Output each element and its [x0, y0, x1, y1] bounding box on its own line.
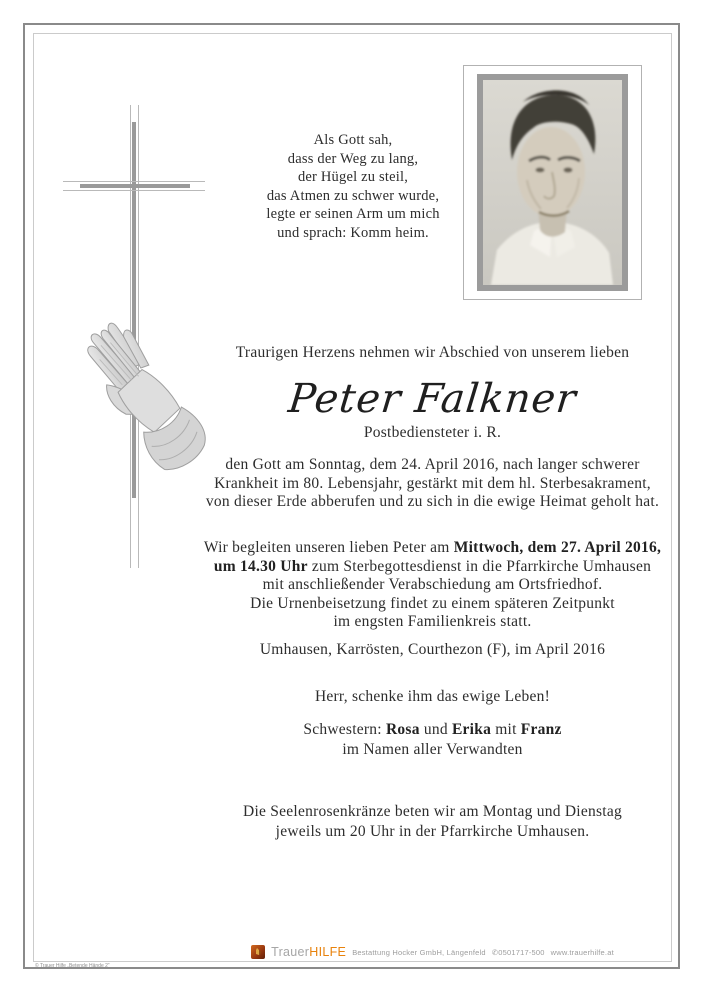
funeral-line: im engsten Familienkreis statt. [333, 613, 532, 630]
funeral-text: zum Sterbegottesdienst in die Pfarrkirche Umhausen [307, 557, 652, 575]
mourners-block [160, 720, 705, 760]
funeral-time: um 14.30 Uhr [213, 557, 308, 575]
death-line: Krankheit im 80. Lebensjahr, gestärkt mit dem hl. Sterbesakrament, [214, 474, 651, 492]
portrait-photo [477, 74, 628, 291]
intro-line: Traurigen Herzens nehmen wir Abschied von unserem lieben [235, 344, 630, 361]
funeral-line [160, 539, 705, 558]
phone-icon: ✆ [491, 947, 499, 957]
poem-line: Als Gott sah, [313, 132, 393, 148]
funeral-date: Mittwoch, dem 27. April 2016, [453, 539, 662, 556]
trauerhilfe-logo-icon [251, 945, 265, 959]
phone-text: 0501717-500 [498, 947, 545, 957]
mourners-line: im Namen aller Verwandten [342, 741, 523, 758]
rosary-line: jeweils um 20 Uhr in der Pfarrkirche Umhausen. [275, 822, 590, 840]
poem-line: der Hügel zu steil, [297, 169, 409, 186]
poem-line: legte er seinen Arm um mich [266, 206, 440, 223]
company-name: Bestattung Hocker GmbH, Längenfeld [352, 947, 486, 957]
website-url: www.trauerhilfe.at [550, 947, 614, 957]
phone-number [492, 948, 545, 957]
funeral-text: Wir begleiten unseren lieben Peter am [203, 539, 454, 556]
rosary-block [160, 802, 705, 841]
portrait-photo-frame [463, 65, 642, 300]
poem [227, 131, 479, 243]
cross-horizontal-line-top [63, 181, 205, 182]
death-line: von dieser Erde abberufen und zu sich in die ewige Heimat geholt hat. [205, 493, 660, 510]
places-date-line: Umhausen, Karrösten, Courthezon (F), im April 2016 [259, 641, 606, 658]
rosary-line: Die Seelenrosenkränze beten wir am Montag und Dienstag [243, 803, 622, 820]
mourners-sep: und [419, 721, 452, 738]
brand-wordmark [271, 945, 346, 959]
death-paragraph [160, 456, 705, 512]
mourners-line [160, 720, 705, 740]
mourner-name: Rosa [385, 721, 420, 738]
prayer-line: Herr, schenke ihm das ewige Leben! [314, 688, 551, 705]
copyright-microtext: © Trauer Hilfe „Betende Hände 2“ [35, 963, 110, 969]
poem-line: dass der Weg zu lang, [287, 150, 419, 167]
brand-part-orange: HILFE [309, 945, 347, 959]
funeral-line: mit anschließender Verabschiedung am Ortsfriedhof. [262, 576, 603, 593]
poem-line: das Atmen zu schwer wurde, [266, 187, 440, 204]
funeral-line: Die Urnenbeisetzung findet zu einem späteren Zeitpunkt [250, 594, 615, 612]
funeral-line [160, 558, 705, 577]
mourner-name: Erika [451, 721, 492, 738]
cross-horizontal-line-bottom [63, 190, 205, 191]
brand-part-gray: Trauer [271, 945, 310, 959]
mourners-sep: mit [491, 721, 521, 738]
cross-horizontal-bar [80, 184, 190, 188]
deceased-profession: Postbediensteter i. R. [363, 424, 502, 441]
mourner-name: Franz [520, 721, 562, 738]
deceased-name: Peter Falkner [286, 376, 579, 422]
funeral-paragraph [160, 539, 705, 632]
poem-line: und sprach: Komm heim. [277, 224, 429, 241]
death-line: den Gott am Sonntag, dem 24. April 2016, nach langer schwerer [225, 456, 640, 473]
mourners-prefix: Schwestern: [303, 721, 386, 738]
footer [160, 945, 705, 959]
